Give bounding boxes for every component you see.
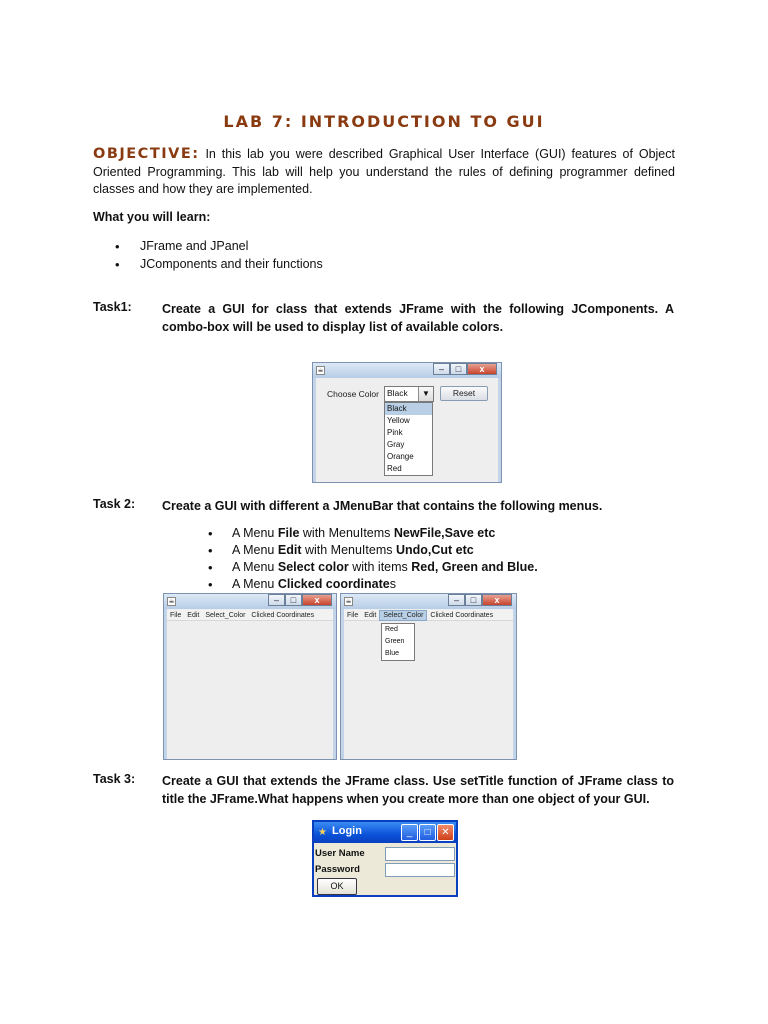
close-icon[interactable]: x — [467, 363, 497, 375]
list-item: • A Menu Select color with items Red, Green and Blue. — [208, 559, 538, 576]
user-name-field[interactable] — [385, 847, 455, 861]
list-item[interactable]: Yellow — [387, 416, 410, 425]
window-title: Login — [332, 825, 362, 837]
list-item[interactable]: Orange — [387, 452, 414, 461]
task3-label: Task 3: — [93, 772, 136, 786]
list-item: • JFrame and JPanel — [115, 238, 323, 256]
choose-color-label: Choose Color — [327, 389, 379, 399]
title-bar — [314, 822, 456, 843]
menu-file[interactable]: File — [347, 612, 359, 619]
task2-label: Task 2: — [93, 497, 136, 511]
menu-clicked-coordinates[interactable]: Clicked Coordinates — [251, 612, 315, 619]
list-item[interactable]: Black — [385, 403, 432, 415]
select-color-popup — [381, 623, 415, 661]
learn-heading: What you will learn: — [93, 210, 211, 224]
menu-bar — [167, 610, 333, 621]
task1-label: Task1: — [93, 300, 132, 314]
combo-value: Black — [387, 388, 408, 398]
list-item: • A Menu File with MenuItems NewFile,Save etc — [208, 525, 538, 542]
menu-file[interactable]: File — [170, 612, 182, 619]
frame-border — [341, 609, 344, 759]
list-item: • JComponents and their functions — [115, 256, 323, 274]
title-bar — [164, 594, 336, 609]
task3-text: Create a GUI that extends the JFrame class. Use setTitle function of JFrame class to title the JFrame.What happens when you create more than one object of your GUI. — [162, 774, 674, 806]
task2-window-left — [163, 593, 337, 760]
java-app-icon: ☕ — [345, 598, 352, 605]
menu-bar — [344, 610, 513, 621]
minimize-icon[interactable]: – — [433, 363, 450, 375]
list-item[interactable]: Red — [387, 464, 402, 473]
maximize-icon[interactable]: □ — [419, 824, 436, 841]
frame-border — [498, 378, 501, 482]
minimize-icon[interactable]: – — [448, 594, 465, 606]
frame-border — [333, 609, 336, 759]
minimize-icon[interactable]: – — [268, 594, 285, 606]
reset-button[interactable]: Reset — [440, 386, 488, 401]
maximize-icon[interactable]: □ — [285, 594, 302, 606]
caption-buttons — [401, 824, 454, 841]
list-item[interactable]: Gray — [387, 440, 405, 449]
task1-text: Create a GUI for class that extends JFrame with the following JComponents. A combo-box will be used to display list of available colors. — [162, 302, 674, 334]
caption-buttons — [268, 594, 332, 606]
java-app-icon: ☕ — [317, 367, 324, 374]
frame-border — [313, 378, 316, 482]
login-window — [312, 820, 458, 897]
color-combo-box[interactable] — [384, 386, 434, 402]
title-bar — [341, 594, 516, 609]
frame-border — [164, 609, 167, 759]
objective-text: In this lab you were described Graphical User Interface (GUI) features of Object Oriented Programming. This lab will help you understand the rules of defining programmer defined classes and how they are implemented. — [93, 147, 675, 196]
close-icon[interactable]: x — [482, 594, 512, 606]
list-item: • A Menu Clicked coordinates — [208, 576, 538, 593]
menu-select-color[interactable]: Select_Color — [379, 610, 427, 621]
menu-item-blue[interactable]: Blue — [385, 650, 400, 657]
frame-border — [513, 609, 516, 759]
menu-edit[interactable]: Edit — [364, 612, 377, 619]
title-bar — [313, 363, 501, 378]
learn-list — [115, 238, 323, 273]
objective-label: OBJECTIVE: — [93, 146, 200, 162]
close-icon[interactable]: ✕ — [437, 824, 454, 841]
menu-requirements-list — [208, 525, 538, 593]
color-dropdown-list — [384, 402, 433, 476]
menu-item-red[interactable]: Red — [385, 626, 398, 633]
password-label: Password — [315, 864, 360, 875]
list-item[interactable]: Pink — [387, 428, 403, 437]
close-icon[interactable]: x — [302, 594, 332, 606]
minimize-icon[interactable]: _ — [401, 824, 418, 841]
java-app-icon: ★ — [318, 827, 327, 838]
page-title: LAB 7: INTRODUCTION TO GUI — [223, 112, 545, 131]
task1-window — [312, 362, 502, 483]
password-field[interactable] — [385, 863, 455, 877]
task2-window-right — [340, 593, 517, 760]
objective-paragraph — [93, 146, 675, 199]
menu-clicked-coordinates[interactable]: Clicked Coordinates — [430, 612, 494, 619]
menu-item-green[interactable]: Green — [385, 638, 405, 645]
java-app-icon: ☕ — [168, 598, 175, 605]
menu-select-color[interactable]: Select_Color — [205, 612, 246, 619]
caption-buttons — [433, 363, 497, 375]
list-item: • A Menu Edit with MenuItems Undo,Cut etc — [208, 542, 538, 559]
caption-buttons — [448, 594, 512, 606]
ok-button[interactable]: OK — [317, 878, 357, 895]
maximize-icon[interactable]: □ — [450, 363, 467, 375]
user-name-label: User Name — [315, 848, 365, 859]
chevron-down-icon[interactable]: ▼ — [418, 387, 433, 401]
maximize-icon[interactable]: □ — [465, 594, 482, 606]
menu-edit[interactable]: Edit — [187, 612, 200, 619]
task2-text: Create a GUI with different a JMenuBar that contains the following menus. — [162, 499, 603, 513]
